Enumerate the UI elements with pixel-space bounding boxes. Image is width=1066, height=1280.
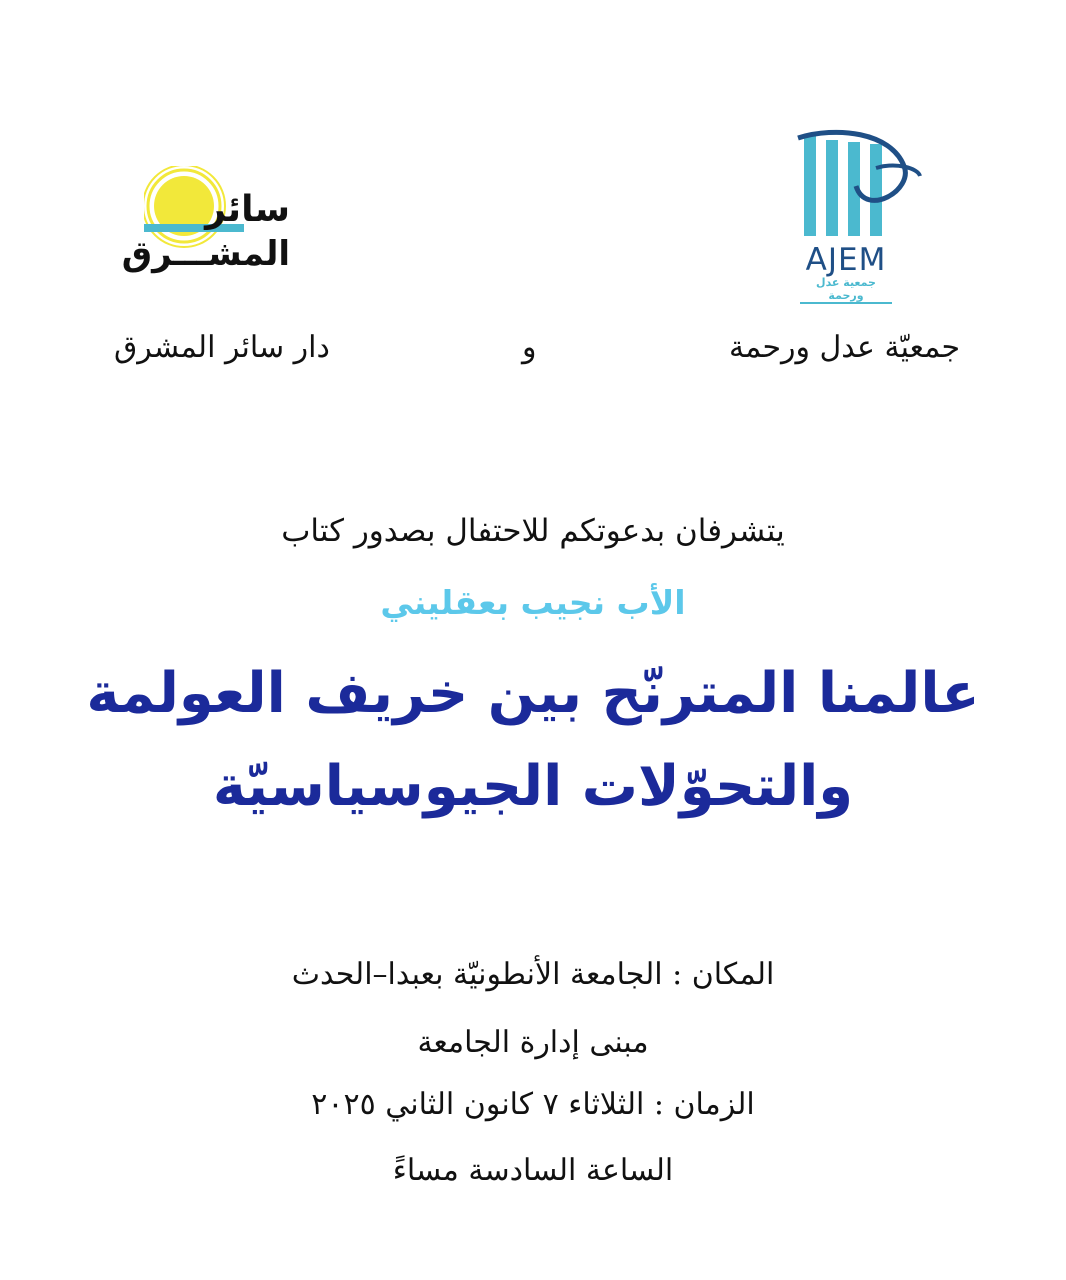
event-time: الساعة السادسة مساءً — [392, 1153, 674, 1188]
event-building: مبنى إدارة الجامعة — [417, 1025, 649, 1060]
book-title-line2: والتحوّلات الجيوسياسيّة — [212, 754, 854, 819]
organizer-ajem: جمعيّة عدل ورحمة — [729, 330, 960, 365]
author-name: الأب نجيب بعقليني — [380, 583, 686, 622]
book-title-line1: عالمنا المترنّح بين خريف العولمة — [86, 661, 980, 726]
sair-logo-line1: سائر — [205, 189, 290, 230]
organizer-sair: دار سائر المشرق — [114, 330, 330, 365]
ajem-logo-text: AJEM — [805, 242, 887, 278]
sair-almashriq-logo — [121, 166, 294, 286]
ajem-logo — [796, 128, 930, 300]
event-place: المكان : الجامعة الأنطونيّة بعبدا–الحدث — [291, 957, 775, 992]
event-date: الزمان : الثلاثاء ٧ كانون الثاني ٢٠٢٥ — [311, 1087, 755, 1122]
organizer-connector: و — [522, 330, 537, 365]
ajem-emblem — [796, 128, 930, 243]
sair-logo-line2: المشـــرق — [121, 234, 290, 274]
ajem-logo-subtext: جمعية عدل ورحمة — [800, 276, 892, 304]
invitation-line: يتشرفان بدعوتكم للاحتفال بصدور كتاب — [281, 513, 785, 549]
